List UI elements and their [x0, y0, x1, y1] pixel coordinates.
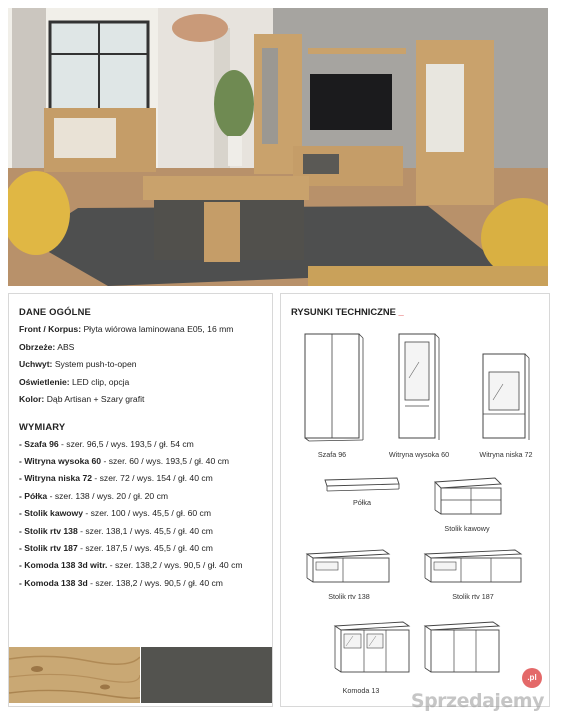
dimension-name: - Komoda 138 3d witr.: [19, 560, 108, 571]
technical-heading-mark: _: [398, 306, 404, 317]
spec-row-lighting: [19, 374, 269, 392]
oak-texture: [9, 647, 140, 703]
dimension-row: [19, 488, 269, 505]
dimensions-list: [19, 436, 269, 593]
dimension-row: [19, 575, 269, 592]
stolik-kawowy-drawing: [431, 476, 505, 520]
spec-value: Płyta wiórowa laminowana E05, 16 mm: [83, 324, 234, 334]
dimension-spec: - szer. 138,1 / wys. 45,5 / gł. 40 cm: [77, 525, 213, 536]
dimension-name: - Półka: [19, 490, 48, 501]
general-info-panel: [8, 293, 273, 707]
spec-row-handle: [19, 356, 269, 374]
dimension-spec: - szer. 100 / wys. 45,5 / gł. 60 cm: [83, 508, 212, 519]
dimension-name: - Witryna niska 72: [19, 473, 92, 484]
caption-rtv187: Stolik rtv 187: [452, 592, 494, 601]
dimension-spec: - szer. 187,5 / wys. 45,5 / gł. 40 cm: [77, 542, 213, 553]
spec-value: Dąb Artisan + Szary grafit: [46, 394, 145, 404]
caption-stolik-kawowy: Stolik kawowy: [444, 524, 490, 533]
szafa-drawing: [301, 332, 365, 442]
dimension-spec: - szer. 138,2 / wys. 90,5 / gł. 40 cm: [107, 560, 243, 571]
general-specs: [19, 321, 269, 409]
general-heading: DANE OGÓLNE: [19, 306, 91, 317]
technical-heading-text: RYSUNKI TECHNICZNE: [291, 306, 396, 317]
dimension-name: - Komoda 138 3d: [19, 577, 88, 588]
dimension-row: [19, 470, 269, 487]
caption-polka: Półka: [353, 498, 371, 507]
spec-row-front: [19, 321, 269, 339]
spec-label: Obrzeże:: [19, 341, 56, 352]
dimension-spec: - szer. 96,5 / wys. 193,5 / gł. 54 cm: [58, 438, 194, 449]
dimension-spec: - szer. 138 / wys. 20 / gł. 20 cm: [47, 490, 169, 501]
dimension-name: - Stolik rtv 138: [19, 525, 78, 536]
caption-witryna-niska: Witryna niska 72: [479, 450, 533, 459]
rtv187-drawing: [421, 548, 525, 588]
caption-szafa: Szafa 96: [317, 450, 347, 459]
dimension-name: - Stolik rtv 187: [19, 542, 78, 553]
spec-value: ABS: [57, 341, 75, 352]
graphite-swatch: [141, 647, 272, 703]
living-room-photo: [8, 8, 548, 286]
komoda-witr-drawing: [331, 620, 411, 676]
dimensions-heading: WYMIARY: [19, 420, 66, 432]
dimension-row: [19, 523, 269, 540]
watermark-logo: Sprzedajemy: [410, 690, 544, 712]
dimension-spec: - szer. 72 / wys. 154 / gł. 40 cm: [92, 473, 213, 484]
spec-label: Oświetlenie:: [19, 376, 70, 387]
polka-drawing: [321, 476, 403, 494]
caption-rtv138: Stolik rtv 138: [328, 592, 370, 601]
witryna-niska-drawing: [481, 352, 531, 442]
living-room-illustration: [8, 8, 548, 286]
spec-value: System push-to-open: [54, 359, 137, 369]
spec-row-edge: [19, 339, 269, 357]
spec-label: Uchwyt:: [19, 359, 53, 369]
oak-swatch: [9, 647, 140, 703]
dimension-row: [19, 557, 269, 574]
dimension-spec: - szer. 138,2 / wys. 90,5 / gł. 40 cm: [87, 577, 223, 588]
caption-komoda: Komoda 13: [342, 686, 380, 695]
komoda-drawing: [421, 620, 501, 676]
caption-witryna-wysoka: Witryna wysoka 60: [388, 450, 450, 459]
watermark-badge: .pl: [522, 668, 542, 688]
dimension-row: [19, 540, 269, 557]
dimension-name: - Szafa 96: [19, 438, 59, 449]
rtv138-drawing: [303, 548, 393, 588]
spec-row-color: [19, 391, 269, 409]
technical-heading: [291, 306, 404, 317]
dimension-row: [19, 453, 269, 470]
technical-drawings-panel: [280, 293, 550, 707]
spec-value: LED clip, opcja: [72, 376, 130, 387]
witryna-wysoka-drawing: [397, 332, 441, 442]
dimension-row: [19, 505, 269, 522]
dimension-name: - Stolik kawowy: [19, 508, 83, 519]
dimension-spec: - szer. 60 / wys. 193,5 / gł. 40 cm: [101, 455, 230, 466]
spec-label: Kolor:: [19, 394, 45, 404]
spec-label: Front / Korpus:: [19, 324, 82, 334]
dimension-name: - Witryna wysoka 60: [19, 455, 102, 466]
dimension-row: [19, 436, 269, 453]
